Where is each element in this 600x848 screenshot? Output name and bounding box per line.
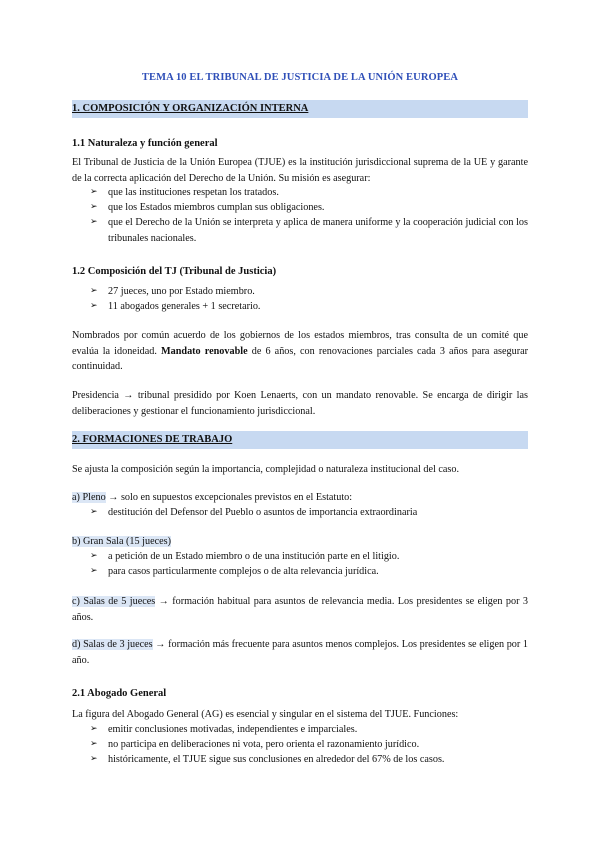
list-item: ➢ no participa en deliberaciones ni vota, pero orienta el razonamiento jurídico. (90, 737, 528, 753)
list-item: ➢ que los Estados miembros cumplan sus obligaciones. (90, 200, 528, 216)
arrow-bullet-icon: ➢ (90, 551, 98, 561)
list-item: ➢ 11 abogados generales + 1 secretario. (90, 299, 528, 315)
formation-c-label: c) Salas de 5 jueces (72, 596, 156, 607)
arrow-bullet-icon: ➢ (90, 202, 98, 212)
arrow-bullet-icon: ➢ (90, 217, 98, 227)
arrow-bullet-icon: ➢ (90, 286, 98, 296)
formation-a-label: a) Pleno (72, 492, 106, 503)
formation-d: d) Salas de 3 jueces → formación más frecuente para asuntos menos complejos. Los presidentes se eligen por 1 año. (72, 639, 529, 666)
formation-b (72, 534, 528, 550)
list-item: ➢ destitución del Defensor del Pueblo o asuntos de importancia extraordinaria (90, 505, 528, 521)
formation-c: c) Salas de 5 jueces → formación habitual para asuntos de relevancia media. Los presidentes se eligen por 3 años. (72, 596, 528, 623)
subsection-2-1-paragraph: La figura del Abogado General (AG) es esencial y singular en el sistema del TJUE. Funciones: (72, 709, 459, 720)
list-item: ➢ emitir conclusiones motivadas, independientes e imparciales. (90, 722, 528, 738)
mandate-bold-text: Mandato renovable (161, 345, 248, 357)
subsection-1-1-paragraph: El Tribunal de Justicia de la Unión Europea (TJUE) es la institución jurisdiccional suprema de la UE y garante de la correcta aplicación del Derecho de la Unión. Su misión es asegurar: (72, 157, 528, 184)
list-item: ➢ a petición de un Estado miembro o de una institución parte en el litigio. (90, 549, 528, 565)
arrow-bullet-icon: ➢ (90, 187, 98, 197)
section-2-heading: 2. FORMACIONES DE TRABAJO (72, 434, 233, 445)
composition-paragraph: Nombrados por común acuerdo de los gobiernos de los estados miembros, tras consulta de un comité que evalúa la idoneidad. Mandato renovable de 6 años, con renovaciones parciales cada 3 años para asegurar continuidad. (72, 330, 529, 372)
subsection-1-2-heading: 1.2 Composición del TJ (Tribunal de Justicia) (72, 266, 277, 277)
arrow-bullet-icon: ➢ (90, 754, 98, 764)
subsection-2-1-heading: 2.1 Abogado General (72, 688, 167, 699)
formation-a: a) Pleno → solo en supuestos excepcionales previstos en el Estatuto: (72, 492, 353, 503)
list-item: ➢ que las instituciones respetan los tratados. (90, 185, 528, 201)
arrow-bullet-icon: ➢ (90, 566, 98, 576)
presidency-paragraph: Presidencia → tribunal presidido por Koen Lenaerts, con un mandato renovable. Se encarga de dirigir las deliberaciones y gestionar el funcionamiento jurisdiccional. (72, 390, 528, 417)
formation-d-label: d) Salas de 3 jueces (72, 639, 153, 650)
formation-b-label: b) Gran Sala (15 jueces) (72, 536, 172, 547)
document-title: TEMA 10 EL TRIBUNAL DE JUSTICIA DE LA UNIÓN EUROPEA (141, 72, 459, 83)
list-item: ➢ que el Derecho de la Unión se interpreta y aplica de manera uniforme y la cooperación judicial con los tribunales nacionales. (90, 217, 528, 244)
list-item: ➢ 27 jueces, uno por Estado miembro. (90, 284, 528, 300)
arrow-bullet-icon: ➢ (90, 724, 98, 734)
section-1-heading: 1. COMPOSICIÓN Y ORGANIZACIÓN INTERNA (72, 103, 309, 114)
arrow-bullet-icon: ➢ (90, 301, 98, 311)
section-2-heading-band (72, 431, 528, 449)
subsection-1-1-heading: 1.1 Naturaleza y función general (72, 138, 218, 149)
arrow-bullet-icon: ➢ (90, 739, 98, 749)
section-1-heading-band (72, 100, 528, 118)
list-item: ➢ históricamente, el TJUE sigue sus conclusiones en alrededor del 67% de los casos. (90, 752, 528, 768)
list-item: ➢ para casos particularmente complejos o de alta relevancia jurídica. (90, 564, 528, 580)
section-2-intro: Se ajusta la composición según la importancia, complejidad o naturaleza institucional del caso. (72, 464, 460, 475)
arrow-bullet-icon: ➢ (90, 507, 98, 517)
